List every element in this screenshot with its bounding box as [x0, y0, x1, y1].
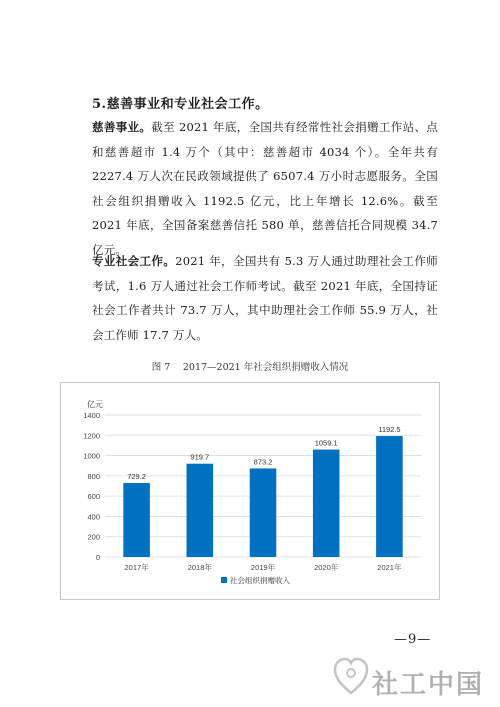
bar: [187, 464, 214, 557]
page-number: —9—: [394, 632, 432, 647]
paragraph-charity: [92, 115, 438, 262]
watermark-text: 社工中国: [372, 670, 485, 700]
paragraph-lead: 专业社会工作。: [92, 254, 176, 268]
x-tick-label: 2019年: [250, 563, 276, 572]
bar-value-label: 919.7: [190, 452, 210, 462]
y-tick-label: 800: [87, 471, 100, 481]
x-tick-label: 2018年: [187, 563, 212, 572]
x-tick-label: 2020年: [314, 563, 339, 572]
y-tick-label: 600: [87, 492, 100, 502]
section-title: 5.慈善事业和专业社会工作。: [92, 97, 269, 112]
bar-value-label: 1059.1: [314, 438, 338, 448]
y-tick-label: 1200: [83, 431, 100, 441]
x-tick-label: 2017年: [124, 563, 149, 572]
paragraph-social-work: [92, 249, 438, 347]
figure-caption: 图 7 2017—2021 年社会组织捐赠收入情况: [151, 362, 349, 373]
chart-svg: [61, 383, 439, 599]
paragraph-body: 截至 2021 年底，全国共有经常性社会捐赠工作站、点和慈善超市 1.4 万个（其中：慈善超市 4034 个）。全年共有 2227.4 万人次在民政领域提供了 6507.4 万小时志愿服务。全国社会组织捐赠收入 1192.5 亿元，比上年增长 12.6%。截至 2021 年底，全国备案慈善信托 580 单，慈善信托合同规模 34.7 亿元。: [92, 120, 438, 257]
bar: [376, 436, 403, 557]
y-tick-label: 400: [87, 512, 100, 522]
bar-value-label: 1192.5: [378, 425, 401, 435]
bar-chart: [60, 382, 440, 600]
y-tick-label: 200: [87, 532, 100, 542]
bar-value-label: 873.2: [253, 457, 273, 467]
x-tick-label: 2021年: [377, 563, 402, 572]
bar: [313, 450, 340, 557]
y-tick-label: 1400: [83, 411, 100, 420]
legend-swatch: [221, 577, 227, 583]
paragraph-lead: 慈善事业。: [92, 120, 152, 134]
legend-label: 社会组织捐赠收入: [230, 576, 290, 585]
bar-value-label: 729.2: [127, 472, 146, 482]
y-tick-label: 1000: [83, 451, 100, 461]
y-axis-unit-label: 亿元: [87, 400, 103, 409]
bar: [250, 468, 277, 557]
y-tick-label: 0: [95, 553, 100, 562]
bar: [123, 483, 150, 557]
watermark-logo-icon: [333, 657, 369, 697]
paragraph-body: 2021 年，全国共有 5.3 万人通过助理社会工作师考试，1.6 万人通过社会工作师考试。截至 2021 年底，全国持证社会工作者共计 73.7 万人，其中助理社会工作师 55.9 万人，社会工作师 17.7 万人。: [92, 254, 439, 342]
